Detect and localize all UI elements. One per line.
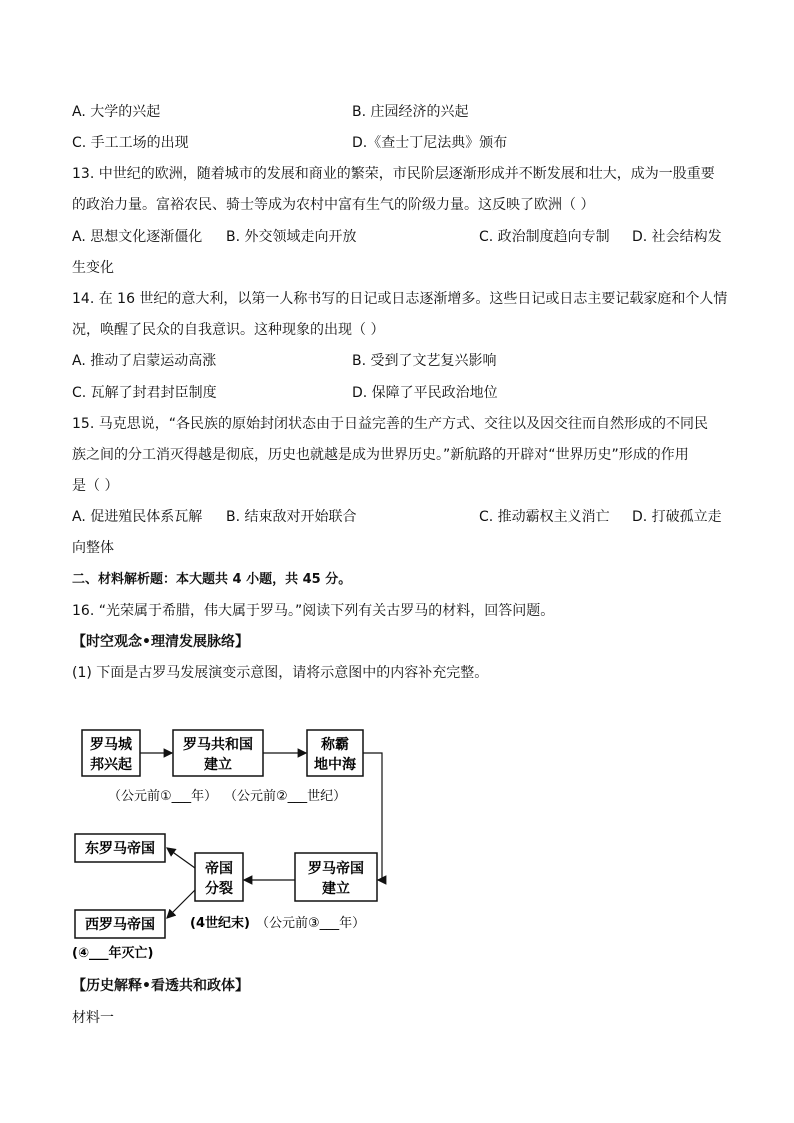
box-roman-republic-line2: 建立	[204, 757, 232, 773]
q14-option-d: D. 保障了平民政治地位	[352, 385, 498, 401]
arrow-split-west	[167, 890, 195, 918]
note-century-2: （公元前②___世纪）	[224, 789, 347, 804]
q16-subquestion-1: (1) 下面是古罗马发展演变示意图，请将示意图中的内容补充完整。	[72, 665, 489, 681]
q16-stem: 16. “光荣属于希腊，伟大属于罗马。”阅读下列有关古罗马的材料，回答问题。	[72, 603, 555, 619]
box-rome-city-state-line2: 邦兴起	[90, 757, 132, 773]
q16-tag-timespace: 【时空观念•理清发展脉络】	[72, 634, 249, 650]
q15-option-a: A. 促进殖民体系瓦解	[72, 509, 203, 525]
q15-option-b: B. 结束敌对开始联合	[226, 509, 357, 525]
q13-option-d: D. 社会结构发	[632, 229, 722, 245]
q14-stem-line2: 况，唤醒了民众的自我意识。这种现象的出现（ ）	[72, 322, 385, 338]
arrow-split-east	[167, 848, 195, 868]
note-year-4: (④___年灭亡)	[72, 946, 154, 961]
q15-option-d-continued: 向整体	[72, 540, 114, 556]
note-4th-century: (4世纪末)	[190, 916, 250, 931]
q12-option-a: A. 大学的兴起	[72, 104, 161, 120]
box-mediterranean-line2: 地中海	[314, 757, 356, 773]
q15-option-c: C. 推动霸权主义消亡	[479, 509, 610, 525]
material-one-label: 材料一	[72, 1010, 114, 1026]
box-roman-republic-line1: 罗马共和国	[183, 737, 253, 753]
q14-option-c: C. 瓦解了封君封臣制度	[72, 385, 217, 401]
q13-option-c: C. 政治制度趋向专制	[479, 229, 610, 245]
q15-stem-line1: 15. 马克思说，“各民族的原始封闭状态由于日益完善的生产方式、交往以及因交往而自然形成的不同民	[72, 416, 708, 432]
rome-development-diagram	[60, 720, 420, 970]
q13-option-b: B. 外交领域走向开放	[226, 229, 357, 245]
q15-stem-line3: 是（ ）	[72, 478, 119, 494]
section-heading: 二、材料解析题：本大题共 4 小题，共 45 分。	[72, 572, 352, 587]
box-empire-split-line2: 分裂	[205, 881, 233, 897]
q12-option-c: C. 手工工场的出现	[72, 135, 189, 151]
q14-stem-line1: 14. 在 16 世纪的意大利，以第一人称书写的日记或日志逐渐增多。这些日记或日志主要记载家庭和个人情	[72, 291, 728, 307]
box-rome-city-state-line1: 罗马城	[90, 737, 132, 753]
q13-option-d-continued: 生变化	[72, 260, 114, 276]
q14-option-b: B. 受到了文艺复兴影响	[352, 353, 497, 369]
q13-stem-line2: 的政治力量。富裕农民、骑士等成为农村中富有生气的阶级力量。这反映了欧洲（ ）	[72, 197, 595, 213]
q12-option-b: B. 庄园经济的兴起	[352, 104, 469, 120]
box-mediterranean-line1: 称霸	[321, 737, 349, 753]
box-western-roman-empire-label: 西罗马帝国	[85, 917, 155, 933]
q13-stem-line1: 13. 中世纪的欧洲，随着城市的发展和商业的繁荣，市民阶层逐渐形成并不断发展和壮大，成为一股重要	[72, 166, 715, 182]
q15-option-d: D. 打破孤立走	[632, 509, 722, 525]
box-eastern-roman-empire-label: 东罗马帝国	[85, 841, 155, 857]
q15-stem-line2: 族之间的分工消灭得越是彻底，历史也就越是成为世界历史。”新航路的开辟对“世界历史”形成的作用	[72, 447, 689, 463]
box-roman-empire-line1: 罗马帝国	[308, 861, 364, 877]
note-year-1: （公元前①___年）	[108, 789, 218, 804]
box-roman-empire-line2: 建立	[322, 881, 350, 897]
q14-option-a: A. 推动了启蒙运动高涨	[72, 353, 217, 369]
q13-option-a: A. 思想文化逐渐僵化	[72, 229, 203, 245]
box-empire-split-line1: 帝国	[205, 861, 233, 877]
q16-tag-interpretation: 【历史解释•看透共和政体】	[72, 978, 249, 994]
note-year-3: （公元前③___年）	[256, 916, 366, 931]
q12-option-d: D.《查士丁尼法典》颁布	[352, 135, 508, 151]
